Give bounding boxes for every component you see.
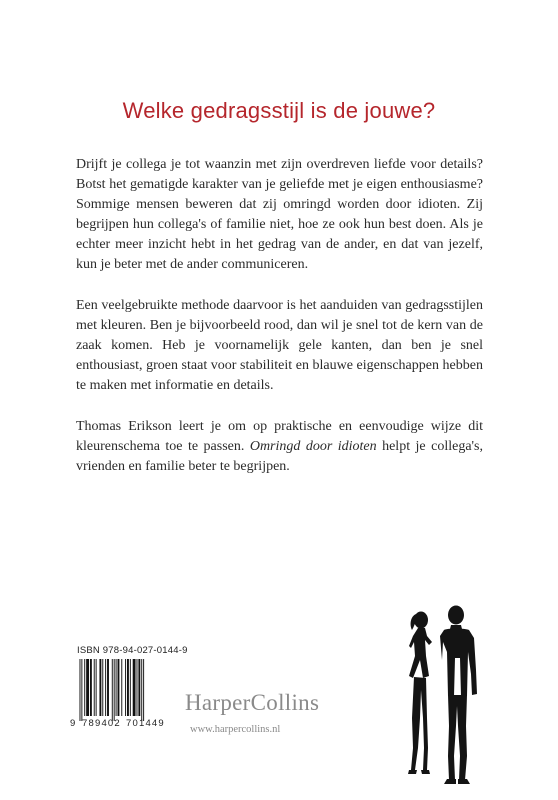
barcode-digits [70, 718, 172, 734]
barcode-bar [86, 659, 89, 716]
barcode-bar [81, 659, 82, 721]
publisher-website[interactable]: www.harpercollins.nl [190, 724, 281, 735]
barcode-bar [121, 659, 122, 716]
barcode-bar [143, 659, 144, 721]
barcode-bar [107, 659, 109, 716]
barcode [79, 659, 168, 721]
barcode-bar [130, 659, 131, 716]
paragraph-3-outro: helpt je collega's, vrienden en familie beter te begrijpen. [76, 439, 483, 474]
couple-silhouette-icon [399, 598, 479, 788]
barcode-bar [118, 659, 120, 716]
barcode-bar [133, 659, 136, 716]
isbn-label: ISBN 978-94-027-0144-9 [77, 645, 188, 656]
paragraph-3-intro: Thomas Erikson leert je om op praktische en eenvoudige wijze dit kleurenschema toe te passen. [76, 419, 483, 454]
barcode-lead-digit: 9 [70, 718, 76, 729]
barcode-bar [84, 659, 85, 716]
barcode-bar [116, 659, 117, 716]
barcode-bar [105, 659, 106, 716]
blurb-paragraph-1: Drijft je collega je tot waanzin met zijn overdreven liefde voor details? Botst het gematigde karakter van je geliefde met je eigen enthousiasme? Sommige mensen beweren dat zij omringd worden door idioten. Zij begrijpen hun collega's of familie niet, hoe ze ook hun best doen. Als je echter meer inzicht hebt in het gedrag van de ander, en dat van jezelf, kun je beter met de ander communiceren. [76, 157, 483, 272]
barcode-digit-group-1: 789402 [82, 718, 121, 729]
barcode-bar [90, 659, 92, 716]
barcode-bar [114, 659, 115, 721]
barcode-bar [141, 659, 142, 721]
barcode-bar [80, 659, 81, 721]
barcode-bar [127, 659, 129, 716]
blurb-paragraph-2: Een veelgebruikte methode daarvoor is het aanduiden van gedragsstijlen met kleuren. Ben je bijvoorbeeld rood, dan wil je snel tot de kern van de zaak komen. Heb je voornamelijk gele kanten, dan ben je snel enthousiast, groen staat voor stabiliteit en blauwe eigenschappen hebben te maken met informatie en details. [76, 298, 483, 393]
book-title-italic: Omringd door idioten [249, 439, 377, 454]
barcode-bar [125, 659, 126, 716]
barcode-bar [94, 659, 95, 716]
barcode-bar [137, 659, 138, 716]
blurb-text [76, 155, 483, 498]
barcode-bar [99, 659, 101, 716]
blurb-paragraph-3 [76, 417, 483, 477]
barcode-digit-group-2: 701449 [126, 718, 165, 729]
barcode-bar [112, 659, 113, 721]
barcode-bar [96, 659, 97, 716]
publisher-logo: HarperCollins [185, 690, 320, 715]
barcode-bar [102, 659, 103, 716]
barcode-bar [138, 659, 140, 716]
back-cover-title: Welke gedragsstijl is de jouwe? [122, 98, 436, 123]
